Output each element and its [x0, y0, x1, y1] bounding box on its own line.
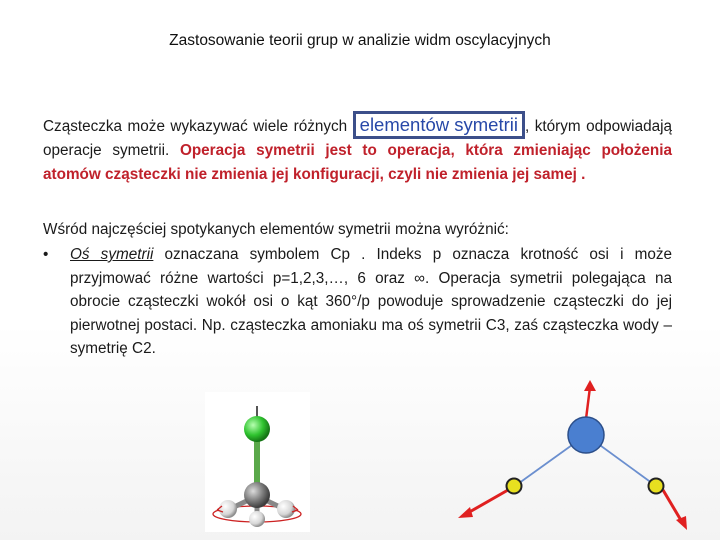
- arrow-left-shaft: [466, 490, 508, 514]
- hydrogen-atom-right: [277, 500, 295, 518]
- arrow-right-shaft: [663, 490, 682, 522]
- highlighted-term-box: elementów symetrii: [353, 111, 525, 139]
- oxygen-atom: [568, 417, 604, 453]
- intro-text-continued: , którym odpowiadają operacje symetrii.: [43, 118, 672, 159]
- intro-text-start: Cząsteczka może wykazywać wiele różnych: [43, 118, 353, 135]
- arrow-up-shaft: [586, 387, 590, 419]
- bullet-text: [70, 243, 672, 361]
- ammonia-molecule-figure: [205, 392, 310, 532]
- bullet-marker: •: [43, 246, 49, 263]
- slide-title: Zastosowanie teorii grup w analizie widm oscylacyjnych: [169, 32, 551, 49]
- definition-red-text: Operacja symetrii jest to operacja, która zmieniając położenia atomów cząsteczki nie zmienia jej konfiguracji, czyli nie zmienia jej samej .: [43, 142, 672, 183]
- central-atom: [244, 482, 270, 508]
- bullet-description: oznaczana symbolem Cp . Indeks p oznacza krotność osi i może przyjmować różne wartości p=1,2,3,…, 6 oraz ∞. Operacja symetrii polegająca na obrocie cząsteczki wokół osi o kąt 360°/p powoduje sprowadzenie cząsteczki do jej pierwotnej postaci. Np. cząsteczka amoniaku ma oś symetrii C3, zaś cząsteczka wody –symetrię C2.: [70, 246, 672, 357]
- paragraph-intro: [43, 111, 672, 186]
- water-molecule-figure: [430, 380, 720, 540]
- green-atom: [244, 416, 270, 442]
- bond-green-gray: [254, 436, 260, 488]
- arrow-right-icon: [676, 516, 687, 530]
- hydrogen-atom-left: [219, 500, 237, 518]
- arrow-left-icon: [458, 507, 473, 518]
- paragraph-list-intro: Wśród najczęściej spotykanych elementów symetrii można wyróżnić:: [43, 221, 509, 238]
- hydrogen-atom-bottom: [249, 511, 265, 527]
- hydrogen-atom-right: [649, 479, 664, 494]
- arrow-up-icon: [584, 380, 596, 391]
- hydrogen-atom-left: [507, 479, 522, 494]
- bullet-term: Oś symetrii: [70, 246, 154, 263]
